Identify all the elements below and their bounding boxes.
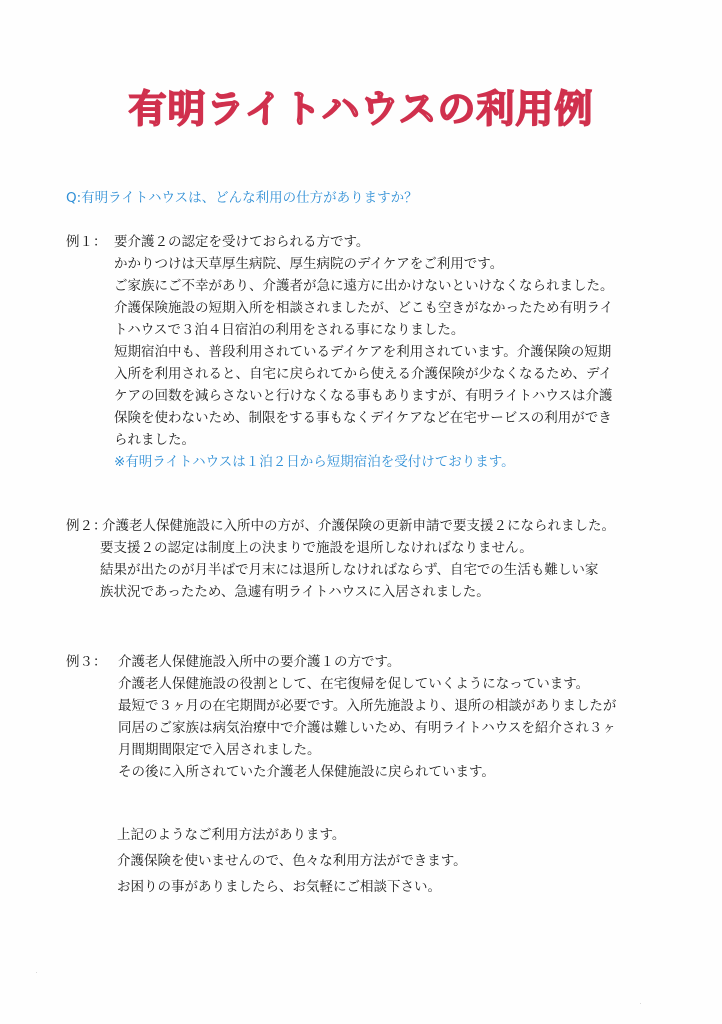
- example-1-line: かかりつけは天草厚生病院、厚生病院のデイケアをご利用です。: [114, 256, 504, 272]
- question-text: Q:有明ライトハウスは、どんな利用の仕方がありますか？: [66, 190, 418, 206]
- example-1-line: 介護保険施設の短期入所を相談されましたが、どこも空きがなかったため有明ライ: [114, 300, 614, 316]
- example-1-body: [114, 231, 614, 473]
- example-1-line: ケアの回数を減らさないと行けなくなる事もありますが、有明ライトハウスは介護: [114, 388, 613, 404]
- example-2-line: 結果が出たのが月半ばで月末には退所しなければならず、自宅での生活も難しい家: [100, 562, 599, 578]
- closing-line: お困りの事がありましたら、お気軽にご相談下さい。: [117, 879, 441, 895]
- example-1-note: ※有明ライトハウスは１泊２日から短期宿泊を受付けております。: [114, 454, 515, 470]
- example-2-line: 族状況であったため、急遽有明ライトハウスに入居されました。: [100, 584, 490, 600]
- example-1-line: 入所を利用されると、自宅に戻られてから使える介護保険が少なくなるため、デイ: [114, 366, 613, 382]
- example-2-body-first: [102, 515, 615, 537]
- scan-speck: [36, 972, 37, 973]
- example-3-line: 介護老人保健施設の役割として、在宅復帰を促していくようになっています。: [118, 676, 590, 692]
- example-3-label: 例３：: [66, 654, 107, 670]
- example-1-line: られました。: [114, 432, 195, 448]
- example-3-line: 月間期間限定で入居されました。: [118, 742, 321, 758]
- example-2-line: 介護老人保健施設に入所中の方が、介護保険の更新申請で要支援２になられました。: [102, 518, 615, 534]
- scan-speck: [640, 1003, 641, 1004]
- closing-line: 介護保険を使いませんので、色々な利用方法ができます。: [117, 853, 467, 869]
- closing-line: 上記のようなご利用方法があります。: [117, 827, 346, 843]
- example-3-body: [118, 651, 616, 783]
- example-2-line: 要支援２の認定は制度上の決まりで施設を退所しなければなりません。: [100, 540, 533, 556]
- example-2-body: [100, 537, 598, 603]
- example-3-line: 最短で３ヶ月の在宅期間が必要です。入所先施設より、退所の相談がありましたが: [118, 698, 617, 714]
- example-1-line: 要介護２の認定を受けておられる方です。: [114, 234, 370, 250]
- example-1-label: 例１：: [66, 234, 107, 250]
- example-1-line: ご家族にご不幸があり、介護者が急に遠方に出かけないといけなくなられました。: [114, 278, 614, 294]
- example-3-line: 介護老人保健施設入所中の要介護１の方です。: [118, 654, 401, 670]
- example-1-line: 短期宿泊中も、普段利用されているデイケアを利用されています。介護保険の短期: [114, 344, 612, 360]
- example-3-line: その後に入所されていた介護老人保健施設に戻られています。: [118, 764, 495, 780]
- example-1-line: トハウスで３泊４日宿泊の利用をされる事になりました。: [114, 322, 465, 338]
- example-2-label: 例２：: [66, 518, 107, 534]
- example-1-line: 保険を使わないため、制限をする事もなくデイケアなど在宅サービスの利用ができ: [114, 410, 612, 426]
- page-title: 有明ライトハウスの利用例: [128, 87, 594, 131]
- example-3-line: 同居のご家族は病気治療中で介護は難しいため、有明ライトハウスを紹介され３ヶ: [118, 720, 616, 736]
- closing-paragraph: [117, 822, 467, 900]
